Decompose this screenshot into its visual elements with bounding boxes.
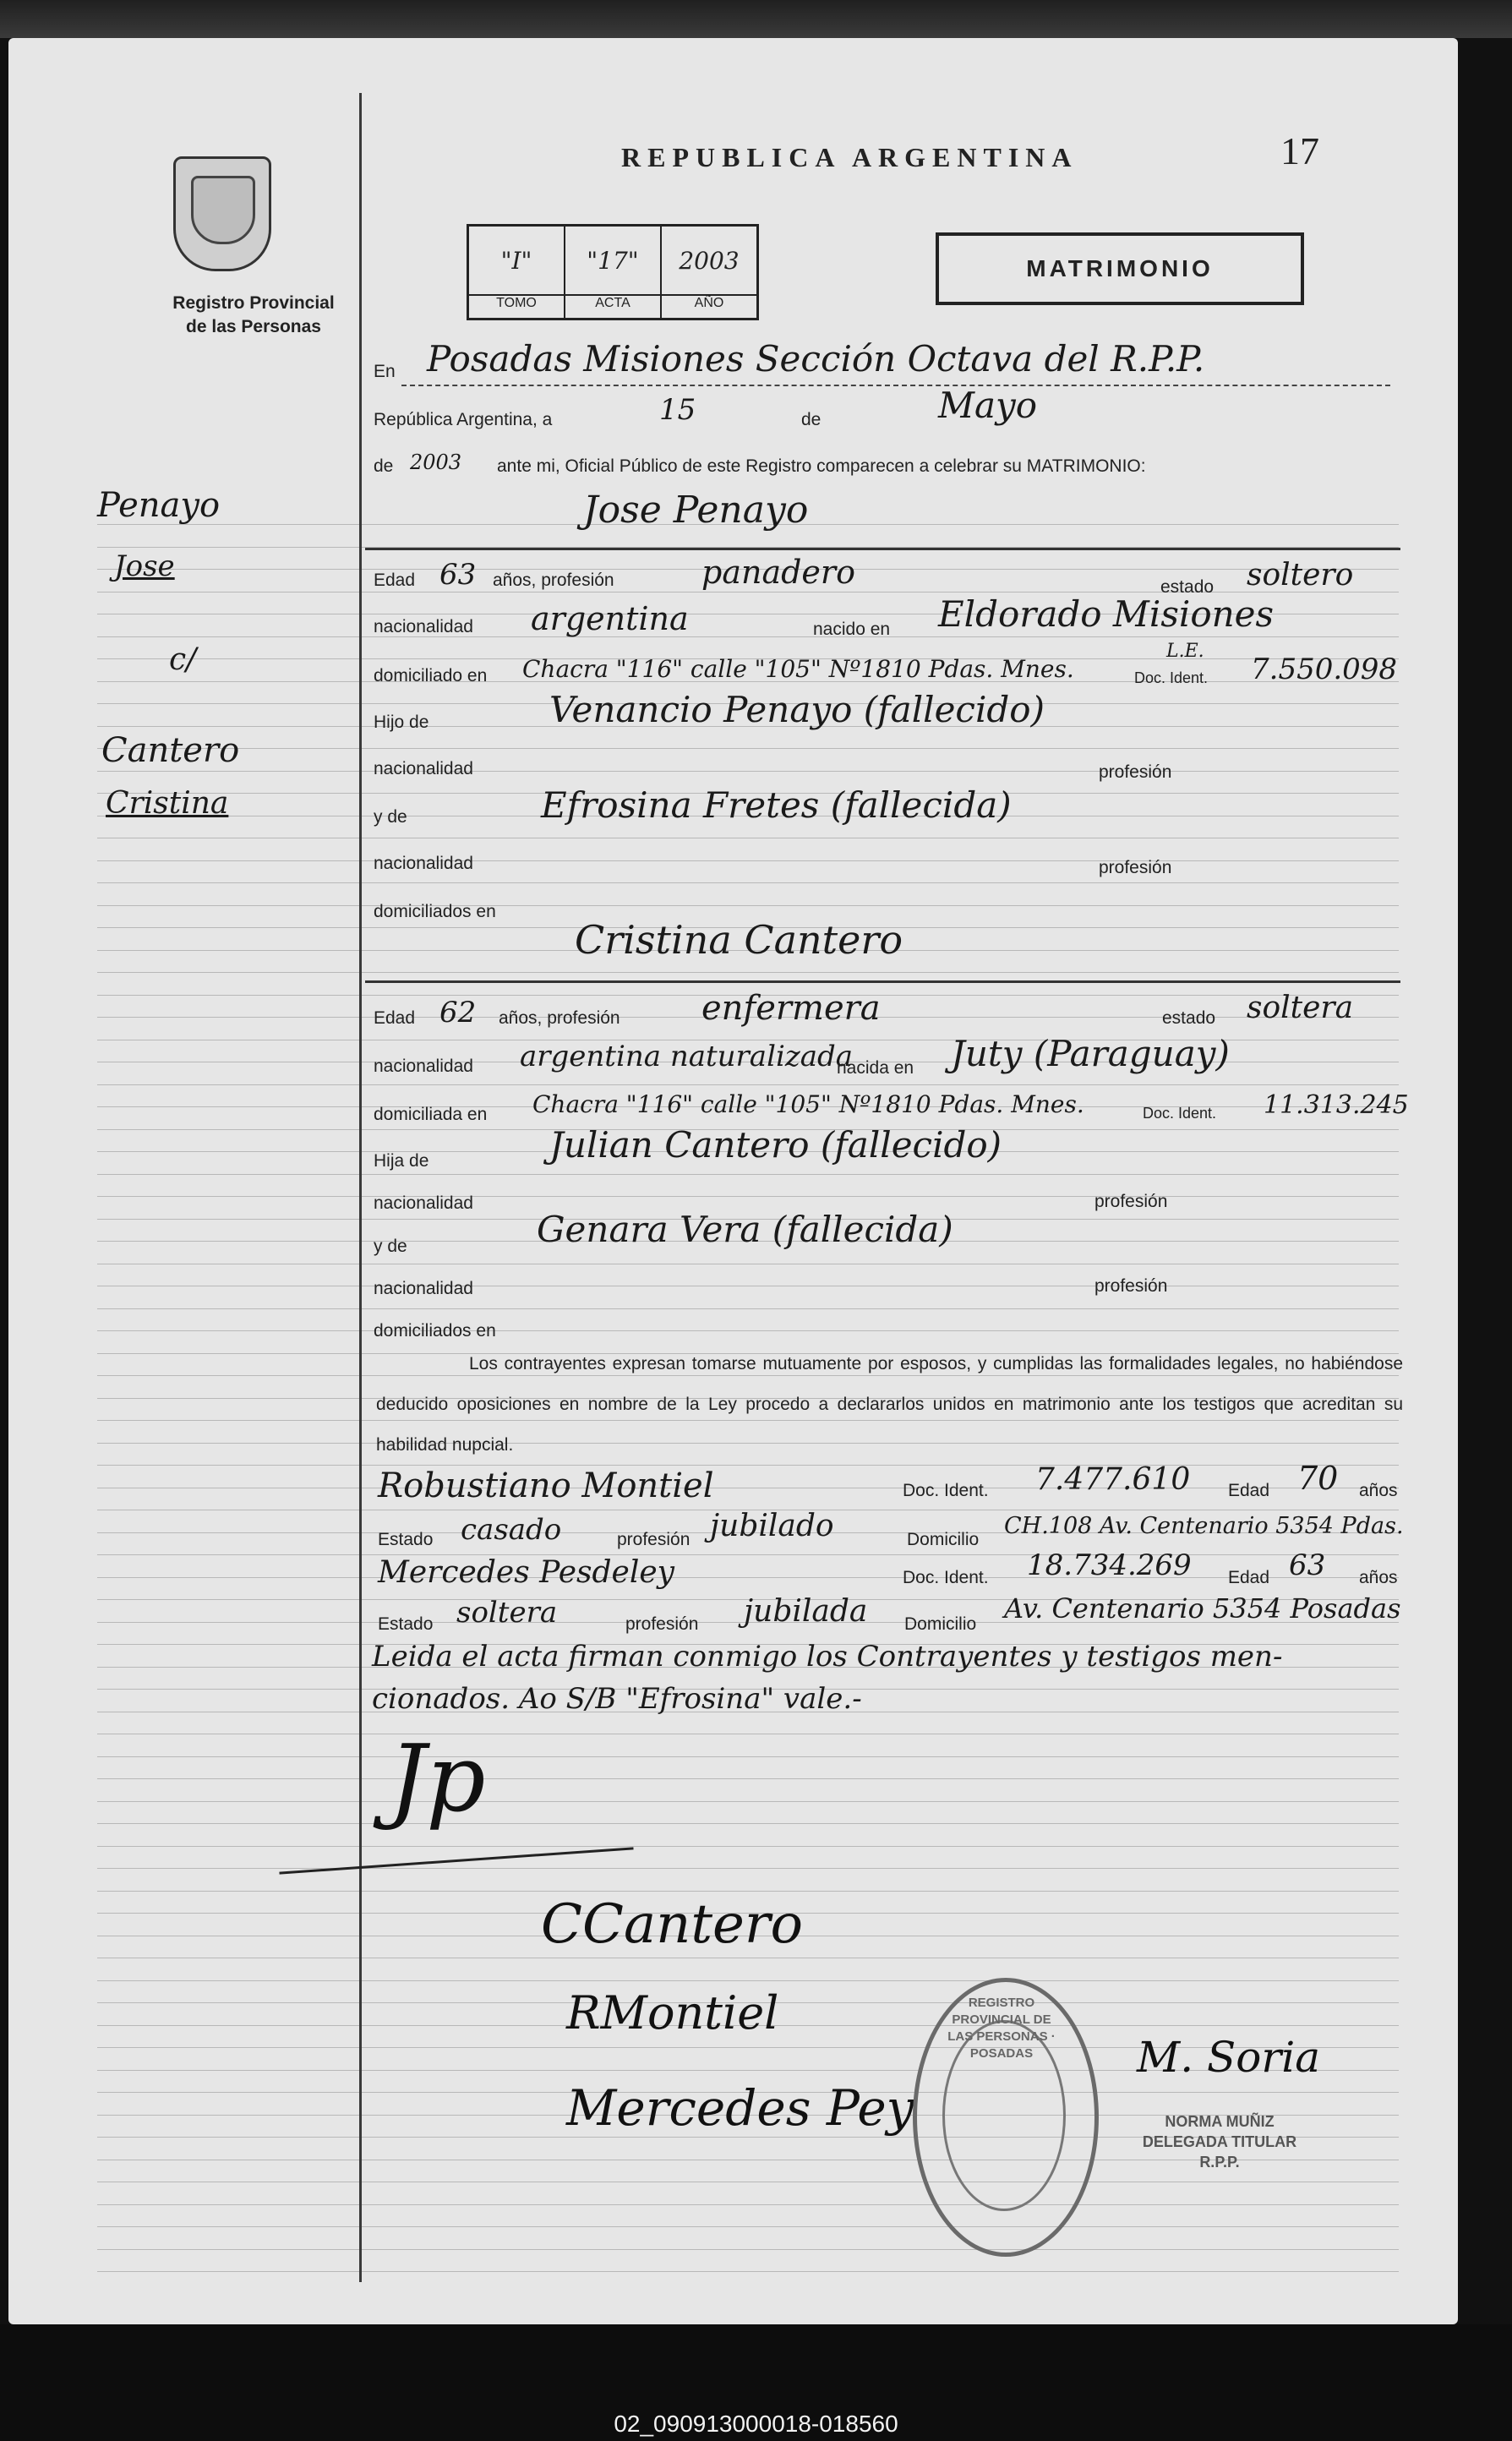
officer-signature: M. Soria bbox=[1137, 2033, 1321, 2082]
ruled-line bbox=[97, 905, 1399, 906]
ruled-line bbox=[97, 771, 1399, 772]
ruled-line bbox=[97, 748, 1399, 749]
bride-nacionalidad: argentina naturalizada bbox=[520, 1040, 854, 1073]
witness1-name: Robustiano Montiel bbox=[378, 1466, 714, 1505]
witness2-profesion: jubilada bbox=[744, 1594, 868, 1629]
groom-mother-nac-label: nacionalidad bbox=[374, 854, 473, 873]
witness2-edad: 63 bbox=[1289, 1548, 1326, 1582]
bride-mother-nac-label: nacionalidad bbox=[374, 1279, 473, 1298]
ruled-line bbox=[97, 1891, 1399, 1892]
ruled-line bbox=[97, 1823, 1399, 1824]
groom-dom-label: domiciliado en bbox=[374, 666, 488, 685]
bride-nac-label: nacionalidad bbox=[374, 1057, 473, 1076]
witness2-estado: soltera bbox=[456, 1596, 558, 1630]
page-number: 17 bbox=[1280, 129, 1319, 172]
groom-mother: Efrosina Fretes (fallecida) bbox=[541, 784, 1012, 826]
bride-mother: Genara Vera (fallecida) bbox=[537, 1209, 953, 1250]
registry-name-line2: de las Personas bbox=[186, 317, 321, 336]
tomo-value: "I" bbox=[500, 246, 532, 275]
bride-anos-label: años, profesión bbox=[499, 1008, 620, 1028]
ruled-line bbox=[97, 1868, 1399, 1869]
section-divider bbox=[365, 548, 1400, 550]
place-line bbox=[401, 385, 1390, 386]
ruled-line bbox=[97, 1778, 1399, 1779]
witness1-domicilio: CH.108 Av. Centenario 5354 Pdas. bbox=[1004, 1513, 1404, 1539]
officer-name: NORMA MUÑIZ bbox=[1165, 2113, 1275, 2130]
tomo-label: TOMO bbox=[469, 294, 564, 318]
groom-doc-type: L.E. bbox=[1166, 641, 1204, 662]
margin-bride-surname: Cantero bbox=[101, 731, 240, 770]
groom-nacionalidad: argentina bbox=[531, 600, 689, 637]
ruled-line bbox=[97, 972, 1399, 973]
country-label: República Argentina, a bbox=[374, 410, 553, 429]
groom-edad: 63 bbox=[439, 558, 477, 592]
ano-box bbox=[662, 227, 756, 318]
month-value: Mayo bbox=[938, 385, 1038, 426]
ano-value: 2003 bbox=[679, 246, 740, 275]
witness2-estado-label: Estado bbox=[378, 1614, 434, 1634]
statement-text: ante mi, Oficial Público de este Registro comparecen a celebrar su MATRIMONIO: bbox=[497, 456, 1146, 476]
bride-nacida-label: nacida en bbox=[837, 1058, 914, 1078]
ruled-line bbox=[97, 1846, 1399, 1847]
registry-name-line1: Registro Provincial bbox=[172, 293, 335, 313]
witness1-estado-label: Estado bbox=[378, 1530, 434, 1549]
bride-dom-label: domiciliada en bbox=[374, 1105, 488, 1124]
groom-hijo-label: Hijo de bbox=[374, 713, 429, 732]
closing-line1: Leida el acta firman conmigo los Contrayentes y testigos men- bbox=[372, 1640, 1283, 1674]
ruled-line bbox=[97, 860, 1399, 861]
place-value: Posadas Misiones Sección Octava del R.P.P. bbox=[427, 338, 1205, 380]
bride-estado: soltera bbox=[1247, 991, 1354, 1025]
groom-nacido-en: Eldorado Misiones bbox=[938, 593, 1275, 635]
groom-estado: soltero bbox=[1247, 558, 1354, 593]
margin-divider bbox=[359, 93, 362, 2282]
bride-estado-label: estado bbox=[1162, 1008, 1216, 1028]
record-boxes bbox=[467, 224, 759, 320]
officer-title: DELEGADA TITULAR bbox=[1142, 2133, 1297, 2150]
witness1-dom-label: Domicilio bbox=[907, 1530, 980, 1549]
margin-groom-surname: Penayo bbox=[97, 486, 221, 525]
bride-domiciliados-label: domiciliados en bbox=[374, 1321, 496, 1341]
ruled-line bbox=[97, 1196, 1399, 1197]
ruled-line bbox=[97, 1577, 1399, 1578]
groom-father-prof-label: profesión bbox=[1099, 762, 1172, 782]
groom-doc-number: 7.550.098 bbox=[1251, 653, 1398, 686]
ruled-line bbox=[97, 636, 1399, 637]
witness2-edad-label: Edad bbox=[1228, 1568, 1270, 1587]
bride-yde-label: y de bbox=[374, 1237, 407, 1256]
witness2-anos-label: años bbox=[1359, 1568, 1398, 1587]
witness1-anos-label: años bbox=[1359, 1481, 1398, 1500]
witness1-profesion: jubilado bbox=[710, 1509, 834, 1543]
bride-profesion: enfermera bbox=[701, 989, 881, 1028]
ruled-line bbox=[97, 1330, 1399, 1331]
groom-profesion: panadero bbox=[701, 554, 855, 591]
stamp-text: REGISTRO PROVINCIAL DE LAS PERSONAS · POSADAS bbox=[947, 1996, 1056, 2061]
bride-mother-prof-label: profesión bbox=[1094, 1276, 1168, 1296]
groom-nacido-label: nacido en bbox=[813, 620, 891, 639]
day-value: 15 bbox=[659, 393, 696, 427]
groom-father-nac-label: nacionalidad bbox=[374, 759, 473, 778]
ruled-line bbox=[97, 882, 1399, 883]
bride-nacida-en: Juty (Paraguay) bbox=[951, 1033, 1230, 1074]
acta-label: ACTA bbox=[565, 294, 660, 318]
witness2-doc-label: Doc. Ident. bbox=[903, 1568, 989, 1587]
margin-bride-given: Cristina bbox=[106, 786, 229, 821]
groom-father: Venancio Penayo (fallecido) bbox=[549, 689, 1045, 730]
ruled-line bbox=[97, 2226, 1399, 2227]
groom-domicilio: Chacra "116" calle "105" Nº1810 Pdas. Mnes. bbox=[522, 655, 1074, 683]
declaration-text: Los contrayentes expresan tomarse mutuamente por esposos, y cumplidas las formalidades legales, no habiéndose deducido oposiciones en nombre de la Ley procedo a declararlos unidos en matrimonio ante los testigos que acreditan su habilidad nupcial. bbox=[376, 1354, 1403, 1455]
year-prefix: de bbox=[374, 456, 394, 476]
bride-hija-label: Hija de bbox=[374, 1151, 429, 1171]
groom-edad-label: Edad bbox=[374, 571, 416, 590]
bride-signature: CCantero bbox=[541, 1893, 804, 1956]
witness2-doc-number: 18.734.269 bbox=[1027, 1548, 1192, 1582]
bride-edad: 62 bbox=[439, 996, 477, 1029]
margin-groom-given: Jose bbox=[114, 549, 175, 583]
witness1-edad-label: Edad bbox=[1228, 1481, 1270, 1500]
en-label: En bbox=[374, 362, 396, 381]
registry-page bbox=[8, 38, 1458, 2324]
witness2-prof-label: profesión bbox=[625, 1614, 699, 1634]
bride-domicilio: Chacra "116" calle "105" Nº1810 Pdas. Mnes. bbox=[532, 1090, 1084, 1118]
groom-mother-prof-label: profesión bbox=[1099, 858, 1172, 877]
witness1-doc-label: Doc. Ident. bbox=[903, 1481, 989, 1500]
ruled-line bbox=[97, 1756, 1399, 1757]
ruled-line bbox=[97, 2249, 1399, 2250]
groom-signature: Jp bbox=[389, 1724, 486, 1832]
ruled-line bbox=[97, 1084, 1399, 1085]
ruled-line bbox=[97, 1308, 1399, 1309]
bride-edad-label: Edad bbox=[374, 1008, 416, 1028]
officer-unit: R.P.P. bbox=[1199, 2154, 1240, 2171]
witness1-edad: 70 bbox=[1297, 1460, 1339, 1497]
margin-connector: c/ bbox=[169, 642, 197, 677]
year-value: 2003 bbox=[410, 451, 462, 474]
witness2-signature: Mercedes Pey bbox=[566, 2079, 914, 2137]
witness1-signature: RMontiel bbox=[566, 1986, 779, 2040]
registry-seal-icon bbox=[173, 156, 271, 271]
witness1-estado: casado bbox=[461, 1513, 562, 1547]
groom-name: Jose Penayo bbox=[583, 489, 809, 532]
document-id: 02_090913000018-018560 bbox=[614, 2411, 898, 2437]
closing-line2: cionados. Ao S/B "Efrosina" vale.- bbox=[372, 1682, 862, 1716]
ano-label: AÑO bbox=[662, 294, 756, 318]
witness1-doc-number: 7.477.610 bbox=[1035, 1462, 1191, 1497]
bride-father-nac-label: nacionalidad bbox=[374, 1193, 473, 1213]
page-title: REPUBLICA ARGENTINA bbox=[621, 142, 1078, 172]
groom-estado-label: estado bbox=[1160, 577, 1215, 597]
bride-doc-label: Doc. Ident. bbox=[1143, 1105, 1217, 1122]
registry-name bbox=[110, 292, 397, 339]
witness2-domicilio: Av. Centenario 5354 Posadas bbox=[1004, 1592, 1401, 1625]
groom-domiciliados-label: domiciliados en bbox=[374, 902, 496, 921]
officer-block bbox=[1097, 2111, 1342, 2172]
tomo-box bbox=[469, 227, 565, 318]
bride-father-prof-label: profesión bbox=[1094, 1192, 1168, 1211]
de-label: de bbox=[801, 410, 822, 429]
groom-doc-label: Doc. Ident. bbox=[1134, 669, 1209, 686]
groom-anos-label: años, profesión bbox=[493, 571, 614, 590]
witness2-name: Mercedes Pesdeley bbox=[378, 1555, 674, 1590]
ruled-line bbox=[97, 1554, 1399, 1555]
ruled-line bbox=[97, 2271, 1399, 2272]
groom-yde-label: y de bbox=[374, 807, 407, 827]
doc-type-box: MATRIMONIO bbox=[936, 232, 1304, 305]
bride-father: Julian Cantero (fallecido) bbox=[549, 1124, 1002, 1166]
acta-box bbox=[565, 227, 662, 318]
ruled-line bbox=[97, 1174, 1399, 1175]
ruled-line bbox=[97, 1980, 1399, 1981]
page-top-edge bbox=[0, 0, 1512, 38]
ruled-line bbox=[97, 2204, 1399, 2205]
witness2-dom-label: Domicilio bbox=[904, 1614, 977, 1634]
ruled-line bbox=[97, 1801, 1399, 1802]
bride-name: Cristina Cantero bbox=[575, 917, 903, 963]
section-divider-2 bbox=[365, 980, 1400, 983]
groom-nac-label: nacionalidad bbox=[374, 617, 473, 636]
witness1-prof-label: profesión bbox=[617, 1530, 690, 1549]
acta-value: "17" bbox=[587, 246, 639, 275]
bride-doc-number: 11.313.245 bbox=[1264, 1090, 1409, 1120]
